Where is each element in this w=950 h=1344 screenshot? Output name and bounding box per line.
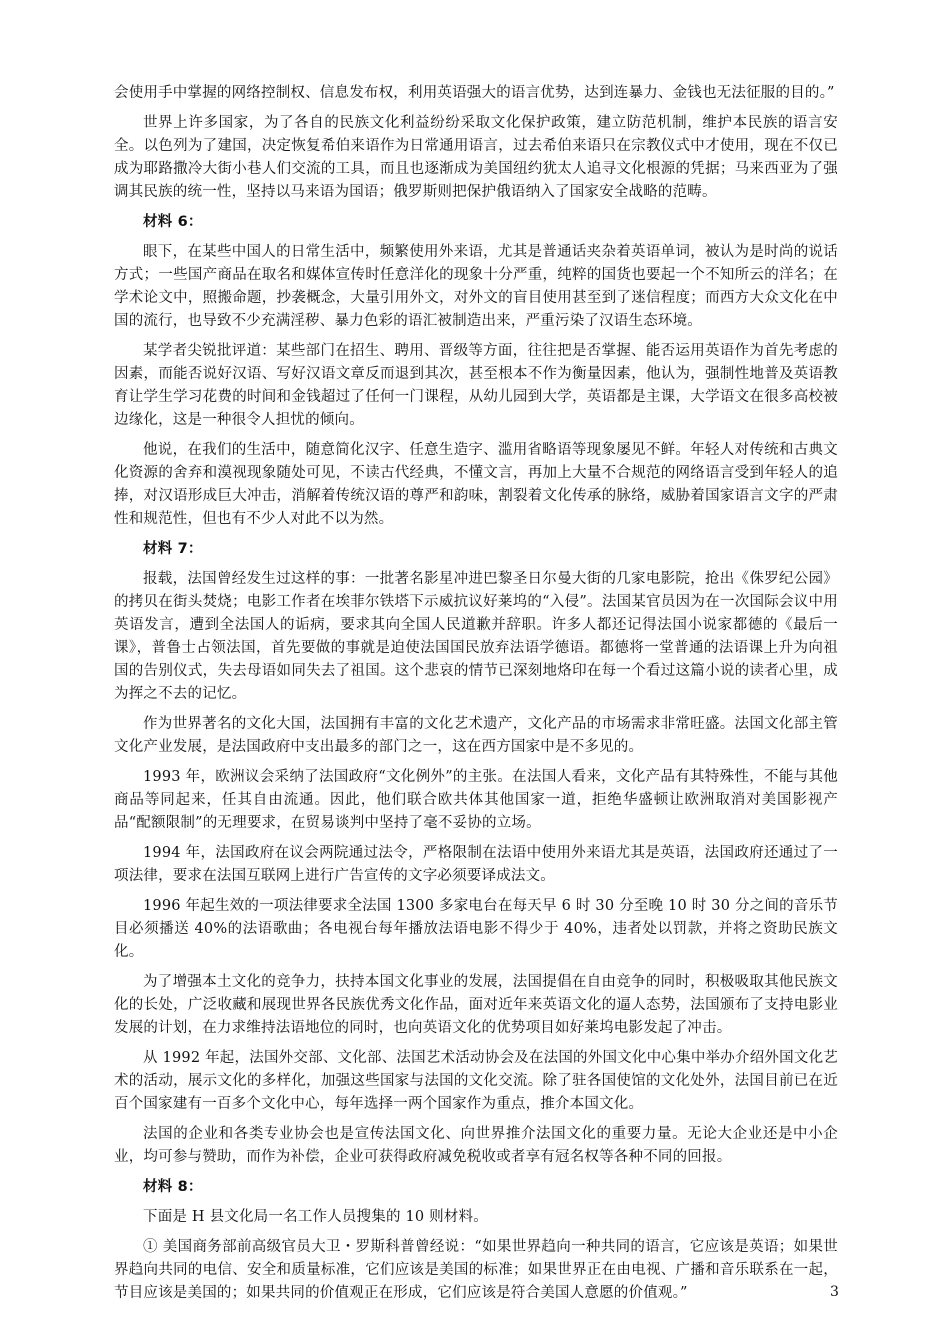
- paragraph: 1993 年，欧洲议会采纳了法国政府“文化例外”的主张。在法国人看来，文化产品有其特殊性，不能与其他商品等同起来，任其自由流通。因此，他们联合欧共体其他国家一道，拒绝华盛顿让欧洲取消对美国影视产品“配额限制”的无理要求，在贸易谈判中坚持了毫不妥协的立场。: [114, 769, 838, 831]
- paragraph: 为了增强本土文化的竞争力，扶持本国文化事业的发展，法国提倡在自由竞争的同时，积极吸取其他民族文化的长处，广泛收藏和展现世界各民族优秀文化作品，面对近年来英语文化的逼人态势，法国颁布了支持电影业发展的计划，在力求维持法语地位的同时，也向英语文化的优势项目如好莱坞电影发起了冲击。: [114, 974, 838, 1036]
- paragraph: 1996 年起生效的一项法律要求全法国 1300 多家电台在每天早 6 时 30 分至晚 10 时 30 分之间的音乐节目必须播送 40%的法语歌曲；各电视台每年播放法语电影不得少于 40%，违者处以罚款，并将之资助民族文化。: [114, 898, 838, 960]
- document-body: [114, 82, 838, 1312]
- paragraph: 他说，在我们的生活中，随意简化汉字、任意生造字、滥用省略语等现象屡见不鲜。年轻人对传统和古典文化资源的舍弃和漠视现象随处可见，不读古代经典，不懂文言，再加上大量不合规范的网络语言受到年轻人的追捧，对汉语形成巨大冲击，消解着传统汉语的尊严和韵味，割裂着文化传承的脉络，威胁着国家语言文字的严肃性和规范性，但也有不少人对此不以为然。: [114, 442, 838, 527]
- page-number: 3: [830, 1284, 839, 1300]
- paragraph: 法国的企业和各类专业协会也是宣传法国文化、向世界推介法国文化的重要力量。无论大企业还是中小企业，均可参与赞助，而作为补偿，企业可获得政府减免税收或者享有冠名权等各种不同的回报。: [114, 1126, 838, 1165]
- section-heading-material-8: 材料 8：: [143, 1179, 203, 1195]
- paragraph: 世界上许多国家，为了各自的民族文化利益纷纷采取文化保护政策，建立防范机制，维护本民族的语言安全。以色列为了建国，决定恢复希伯来语作为日常通用语言，过去希伯来语只在宗教仪式中才使用，现在不仅已成为耶路撒冷大街小巷人们交流的工具，而且也逐渐成为美国纽约犹太人追寻文化根源的凭据；马来西亚为了强调其民族的统一性，坚持以马来语为国语；俄罗斯则把保护俄语纳入了国家安全战略的范畴。: [114, 115, 838, 200]
- section-heading-material-7: 材料 7：: [143, 541, 203, 557]
- paragraph: 某学者尖锐批评道：某些部门在招生、聘用、晋级等方面，往往把是否掌握、能否运用英语作为首先考虑的因素，而能否说好汉语、写好汉语文章反而退到其次，甚至根本不作为衡量因素，他认为，强制性地普及英语教育让学生学习花费的时间和金钱超过了任何一门课程，从幼儿园到大学，英语都是主课，大学语文在很多高校被边缘化，这是一种很令人担忧的倾向。: [114, 343, 838, 428]
- paragraph: 从 1992 年起，法国外交部、文化部、法国艺术活动协会及在法国的外国文化中心集中举办介绍外国文化艺术的活动，展示文化的多样化，加强这些国家与法国的文化交流。除了驻各国使馆的文化处外，法国目前已在近百个国家建有一百多个文化中心，每年选择一两个国家作为重点，推介本国文化。: [114, 1050, 838, 1112]
- paragraph: 作为世界著名的文化大国，法国拥有丰富的文化艺术遗产，文化产品的市场需求非常旺盛。法国文化部主管文化产业发展，是法国政府中支出最多的部门之一，这在西方国家中是不多见的。: [114, 716, 838, 755]
- paragraph: 会使用手中掌握的网络控制权、信息发布权，利用英语强大的语言优势，达到连暴力、金钱也无法征服的目的。”: [114, 85, 835, 101]
- section-heading-material-6: 材料 6：: [143, 214, 203, 230]
- paragraph: 1994 年，法国政府在议会两院通过法令，严格限制在法语中使用外来语尤其是英语，法国政府还通过了一项法律，要求在法国互联网上进行广告宣传的文字必须要译成法文。: [114, 845, 838, 884]
- paragraph: 报载，法国曾经发生过这样的事：一批著名影星冲进巴黎圣日尔曼大街的几家电影院，抢出《侏罗纪公园》的拷贝在街头焚烧；电影工作者在埃菲尔铁塔下示威抗议好莱坞的“入侵”。法国某官员因为在一次国际会议中用英语发言，遭到全法国人的诟病，要求其向全国人民道歉并辞职。许多人都还记得法国小说家都德的《最后一课》，普鲁士占领法国，首先要做的事就是迫使法国国民放弃法语学德语。都德将一堂普通的法语课上升为向祖国的告别仪式，失去母语如同失去了祖国。这个悲哀的情节已深刻地烙印在每一个看过这篇小说的读者心里，成为挥之不去的记忆。: [114, 571, 838, 702]
- paragraph: ① 美国商务部前高级官员大卫・罗斯科普曾经说：“如果世界趋向一种共同的语言，它应该是英语；如果世界趋向共同的电信、安全和质量标准，它们应该是美国的标准；如果世界正在由电视、广播和音乐联系在一起，节目应该是美国的；如果共同的价值观正在形成，它们应该是符合美国人意愿的价值观。”: [114, 1239, 838, 1301]
- paragraph: 下面是 H 县文化局一名工作人员搜集的 10 则材料。: [143, 1209, 488, 1225]
- paragraph: 眼下，在某些中国人的日常生活中，频繁使用外来语，尤其是普通话夹杂着英语单词，被认为是时尚的说话方式；一些国产商品在取名和媒体宣传时任意洋化的现象十分严重，纯粹的国货也要起一个不知所云的洋名；在学术论文中，照搬命题，抄袭概念，大量引用外文，对外文的盲目使用甚至到了迷信程度；而西方大众文化在中国的流行，也导致不少充满淫秽、暴力色彩的语汇被制造出来，严重污染了汉语生态环境。: [114, 244, 838, 329]
